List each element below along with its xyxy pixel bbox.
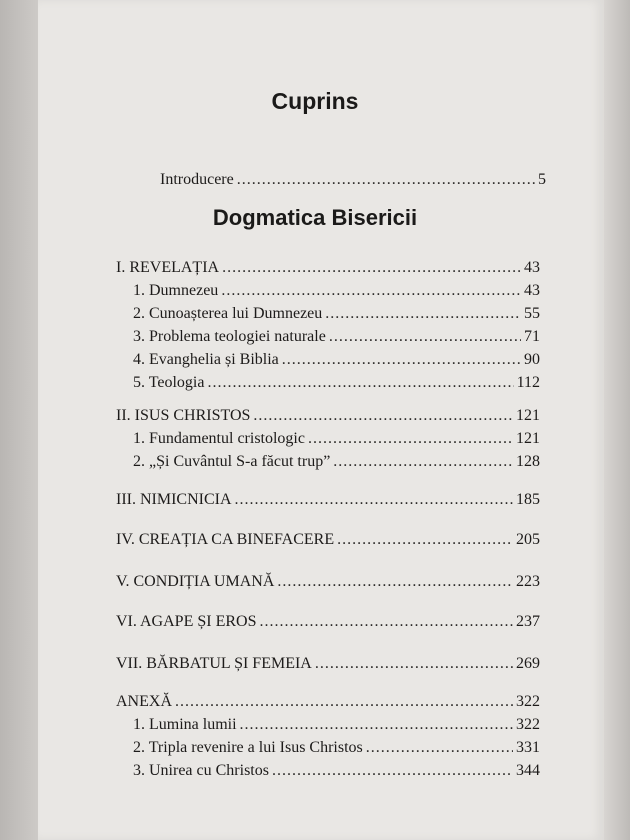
toc-entry-label: 2. Cunoașterea lui Dumnezeu [133, 305, 323, 322]
dot-leader [329, 327, 521, 347]
toc-entry-label: 4. Evanghelia și Biblia [133, 351, 279, 368]
toc-entry-page: 90 [524, 351, 540, 368]
toc-entry-label: VI. AGAPE ȘI EROS [116, 613, 257, 630]
toc-subentry [133, 327, 540, 347]
left-page-edge [0, 0, 38, 840]
toc-chapter [116, 406, 540, 426]
toc-subentry [133, 373, 540, 393]
toc-entry-page: 121 [516, 407, 540, 424]
section-title: Dogmatica Bisericii [212, 205, 418, 230]
toc-entry-label: 1. Fundamentul cristologic [133, 430, 305, 447]
toc-entry-page: 322 [516, 693, 540, 710]
toc-subentry [133, 304, 540, 324]
toc-entry-page: 205 [516, 531, 540, 548]
toc-entry-page: 71 [524, 328, 540, 345]
dot-leader [253, 406, 513, 426]
toc-entry-page: 322 [516, 716, 540, 733]
toc-entry-introduction [160, 170, 546, 190]
toc-chapter [116, 490, 540, 510]
toc-entry-label: VII. BĂRBATUL ȘI FEMEIA [116, 655, 312, 672]
toc-subentry [133, 350, 540, 370]
dot-leader [277, 572, 513, 592]
toc-entry-label: 1. Dumnezeu [133, 282, 219, 299]
dot-leader [315, 654, 513, 674]
toc-chapter [116, 612, 540, 632]
toc-entry-label: 3. Problema teologiei naturale [133, 328, 326, 345]
toc-entry-page: 43 [524, 259, 540, 276]
toc-subentry [133, 715, 540, 735]
toc-subentry [133, 281, 540, 301]
dot-leader [337, 530, 513, 550]
toc-subentry [133, 761, 540, 781]
dot-leader [259, 612, 513, 632]
dot-leader [222, 258, 521, 278]
toc-entry-page: 55 [524, 305, 540, 322]
toc-entry-page: 223 [516, 573, 540, 590]
toc-subentry [133, 738, 540, 758]
dot-leader [175, 692, 513, 712]
toc-entry-page: 43 [524, 282, 540, 299]
toc-entry-label: 1. Lumina lumii [133, 716, 237, 733]
toc-entry-page: 269 [516, 655, 540, 672]
toc-entry-label: III. NIMICNICIA [116, 491, 232, 508]
toc-subentry [133, 429, 540, 449]
toc-entry-label: 2. „Și Cuvântul S-a făcut trup” [133, 453, 331, 470]
dot-leader [240, 715, 513, 735]
toc-entry-label: Introducere [160, 171, 234, 188]
dot-leader [221, 281, 521, 301]
toc-entry-label: 3. Unirea cu Christos [133, 762, 269, 779]
dot-leader [237, 170, 535, 190]
dot-leader [366, 738, 513, 758]
dot-leader [272, 761, 513, 781]
toc-entry-page: 128 [516, 453, 540, 470]
toc-entry-label: 2. Tripla revenire a lui Isus Christos [133, 739, 363, 756]
right-page-edge [604, 0, 630, 840]
table-of-contents-title: Cuprins [271, 88, 359, 114]
toc-entry-label: I. REVELAȚIA [116, 259, 220, 276]
toc-entry-label: IV. CREAȚIA CA BINEFACERE [116, 531, 335, 548]
toc-entry-page: 5 [538, 171, 546, 188]
toc-entry-page: 237 [516, 613, 540, 630]
dot-leader [282, 350, 521, 370]
toc-chapter [116, 692, 540, 712]
toc-chapter [116, 530, 540, 550]
toc-entry-page: 185 [516, 491, 540, 508]
dot-leader [325, 304, 521, 324]
dot-leader [207, 373, 513, 393]
dot-leader [308, 429, 513, 449]
toc-chapter [116, 572, 540, 592]
toc-subentry [133, 452, 540, 472]
toc-entry-page: 121 [516, 430, 540, 447]
toc-entry-label: V. CONDIȚIA UMANĂ [116, 573, 275, 590]
dot-leader [235, 490, 513, 510]
dot-leader [333, 452, 513, 472]
toc-entry-label: ANEXĂ [116, 693, 172, 710]
toc-entry-page: 331 [516, 739, 540, 756]
toc-chapter [116, 654, 540, 674]
toc-entry-label: 5. Teologia [133, 374, 205, 391]
toc-entry-page: 344 [516, 762, 540, 779]
toc-entry-label: II. ISUS CHRISTOS [116, 407, 251, 424]
toc-entry-page: 112 [516, 374, 540, 391]
toc-chapter [116, 258, 540, 278]
